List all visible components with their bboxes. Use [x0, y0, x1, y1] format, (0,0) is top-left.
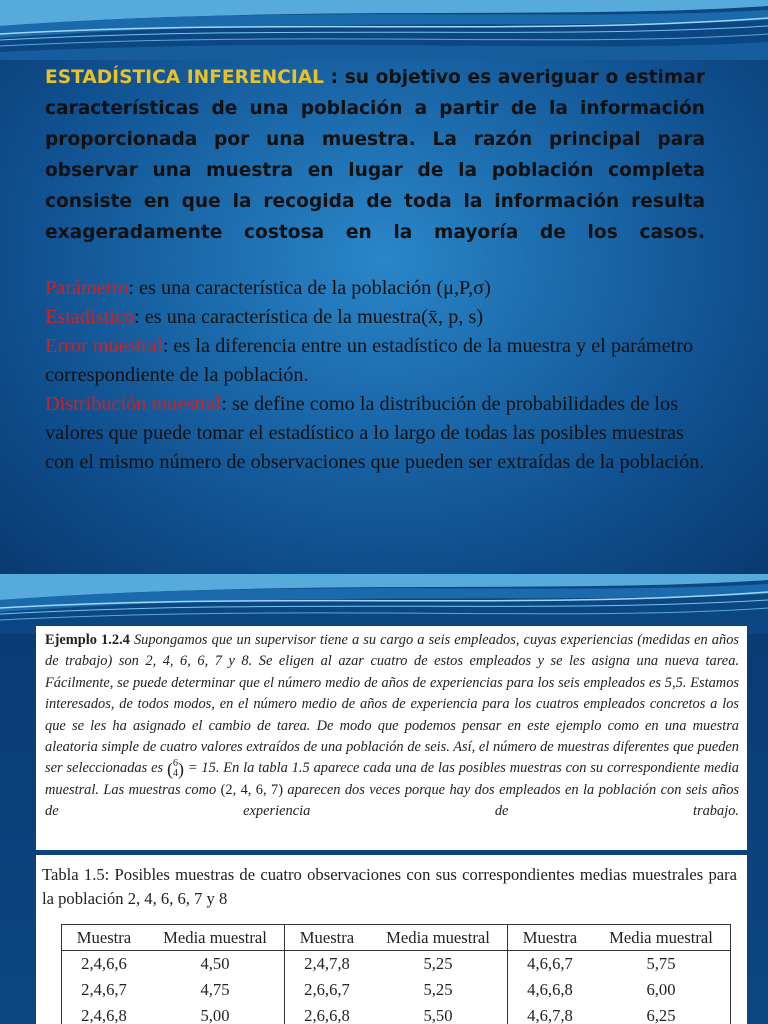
binomial-bottom: 4	[172, 768, 178, 780]
decorative-wave-banner	[0, 574, 768, 634]
table-row	[62, 951, 731, 978]
example-text-2: = 15. En la tabla 1.5 aparece cada una de las posibles muestras con su correspondiente media muestral. Las muestras como	[45, 760, 739, 798]
term-inferential-statistics: ESTADÍSTICA INFERENCIAL	[45, 67, 325, 88]
definition-inferential-statistics	[45, 62, 705, 248]
definition-sampling-distribution-text: : se define como la distribución de probabilidades de los valores que puede tomar el estadístico a lo largo de todas las posibles muestras con el mismo número de observaciones que pueden ser extraídas de la población.	[45, 393, 705, 473]
definition-sampling-error	[45, 332, 710, 390]
column-header: Media muestral	[146, 925, 285, 951]
table-cell: 5,50	[423, 1006, 453, 1024]
table-cell: 4,6,6,7	[508, 951, 593, 978]
column-header: Muestra	[508, 925, 593, 951]
table-cell: 2,6,6,8	[285, 1003, 370, 1024]
example-text-3: aparecen dos veces porque hay dos empleados en la población con seis años de experiencia de trabajo.	[45, 781, 740, 820]
table-cell: 4,6,7,8	[508, 1003, 593, 1024]
binomial-coefficient: ( 6 4 )	[166, 758, 184, 780]
table-cell: 6,00	[592, 977, 731, 1003]
table-cell: 2,4,7,8	[285, 951, 370, 978]
example-paragraph	[36, 626, 747, 823]
table-cell: 6,25	[592, 1003, 731, 1024]
definitions-list	[45, 274, 710, 477]
column-header: Media muestral	[592, 925, 731, 951]
table-row	[62, 1003, 731, 1024]
table-cell: 2,4,6,7	[62, 977, 147, 1003]
table-box	[36, 855, 747, 1024]
definition-text: : su objetivo es averiguar o estimar características de una población a partir de la información proporcionada por una muestra. La razón principal para observar una muestra en lugar de la población completa consiste en que la recogida de toda la información resulta exageradamente costosa en la mayoría de los casos.	[45, 67, 705, 243]
column-header: Media muestral	[369, 925, 508, 951]
table-cell: 2,6,6,7	[285, 977, 370, 1003]
table-cell: 2,4,6,8	[62, 1003, 147, 1024]
definition-sampling-distribution	[45, 390, 710, 477]
slide-example-table	[0, 574, 768, 1024]
binomial-top: 6	[172, 758, 178, 770]
term-sampling-error: Error muestral	[45, 335, 163, 357]
column-header: Muestra	[62, 925, 147, 951]
example-label: Ejemplo 1.2.4	[45, 632, 130, 648]
term-statistic: Estadístico	[45, 306, 134, 328]
table-cell: 4,50	[200, 954, 230, 973]
definition-statistic	[45, 303, 710, 332]
table-cell: 4,6,6,8	[508, 977, 593, 1003]
definition-sampling-error-text: : es la diferencia entre un estadístico de la muestra y el parámetro correspondiente de la población.	[45, 335, 694, 386]
table-cell: 5,25	[423, 980, 453, 999]
table-caption: Tabla 1.5: Posibles muestras de cuatro observaciones con sus correspondientes medias muestrales para la población 2, 4, 6, 6, 7 y 8	[42, 865, 737, 908]
table-cell: 4,75	[200, 980, 230, 999]
decorative-wave-banner	[0, 0, 768, 60]
column-header: Muestra	[285, 925, 370, 951]
definition-parameter-text: : es una característica de la población (μ,P,σ)	[128, 277, 491, 299]
table-cell: 5,25	[423, 954, 453, 973]
example-tuple: (2, 4, 6, 7)	[220, 781, 283, 798]
term-sampling-distribution: Distribución muestral	[45, 393, 222, 415]
table-cell: 2,4,6,6	[62, 951, 147, 978]
table-header-row	[62, 925, 731, 951]
example-box	[36, 626, 747, 850]
example-text-1: Supongamos que un supervisor tiene a su cargo a seis empleados, cuyas experiencias (medidas en años de trabajo) son 2, 4, 6, 6, 7 y 8. Se eligen al azar cuatro de estos empleados y se les asigna una nueva tarea. Fácilmente, se puede determinar que el número medio de años de experiencias para los seis empleados es 5,5. Estamos interesados, de todos modos, en el número medio de años de experiencia para los cuatros empleados concretos a los que se les ha asignado el cambio de tarea. De modo que podemos pensar en este ejemplo como en una muestra aleatoria simple de cuatro valores extraídos de una población de seis. Así, el número de muestras diferentes que pueden ser seleccionadas es	[45, 632, 739, 777]
table-cell: 5,75	[592, 951, 731, 978]
definition-parameter	[45, 274, 710, 303]
samples-table	[61, 924, 731, 1024]
term-parameter: Parámetro	[45, 277, 129, 299]
definition-statistic-text: : es una característica de la muestra(x̄, p, s)	[134, 306, 484, 328]
table-cell: 5,00	[200, 1006, 230, 1024]
table-row	[62, 977, 731, 1003]
